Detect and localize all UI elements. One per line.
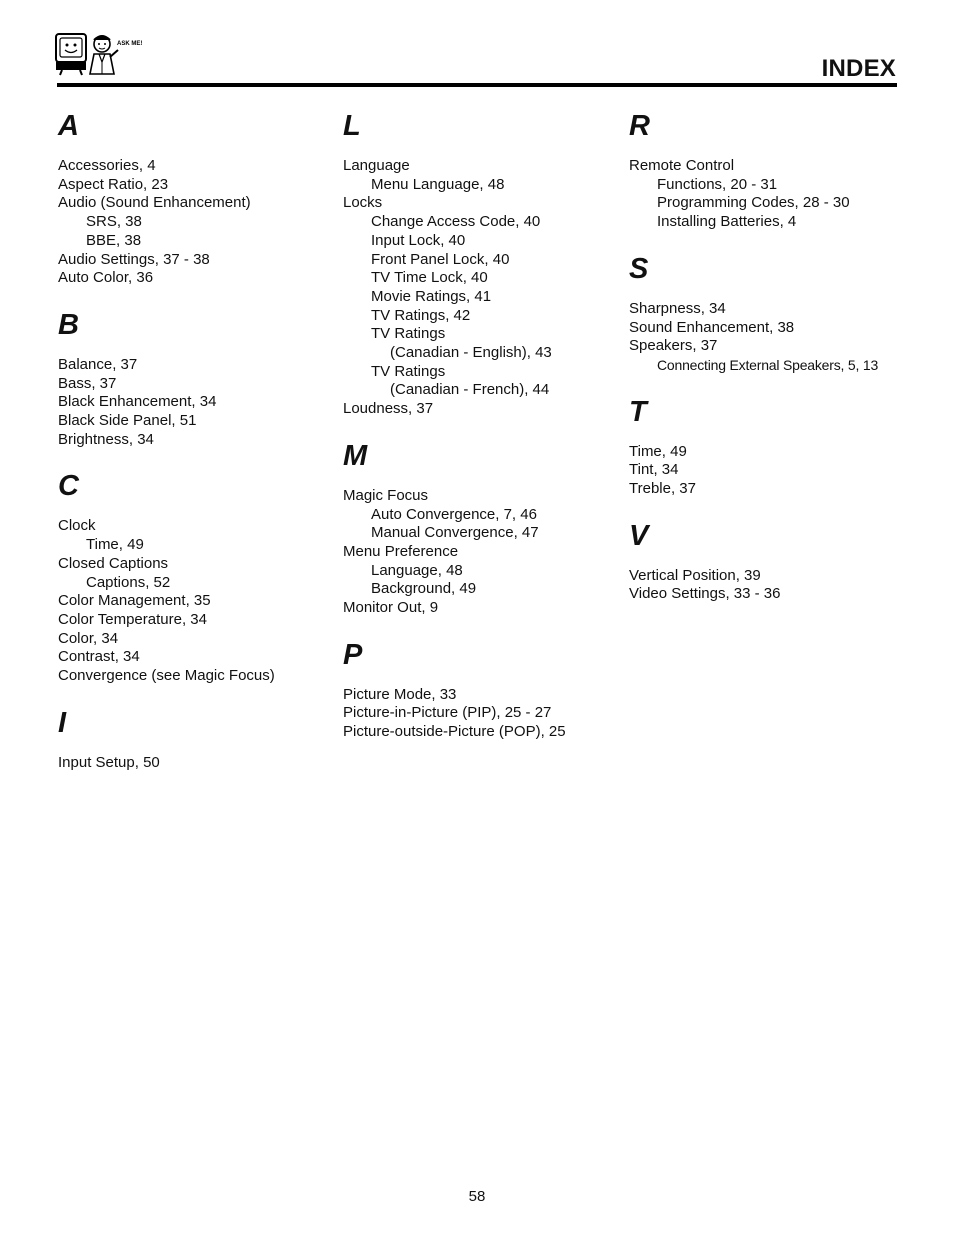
index-entry: Picture-in-Picture (PIP), 25 - 27 — [343, 704, 552, 722]
index-entry: Treble, 37 — [629, 480, 696, 498]
page-number: 58 — [468, 1188, 486, 1205]
index-section — [629, 106, 919, 232]
index-entry: Audio (Sound Enhancement) — [58, 194, 251, 212]
section-letter: P — [343, 638, 363, 671]
index-section — [58, 466, 328, 685]
index-entry: Background, 49 — [371, 580, 477, 598]
index-entry: SRS, 38 — [86, 213, 142, 231]
tv-mascot-icon — [54, 30, 143, 80]
index-entry: TV Time Lock, 40 — [371, 269, 488, 287]
index-entry: Monitor Out, 9 — [343, 599, 439, 617]
index-entry: Color Temperature, 34 — [58, 610, 207, 628]
index-column-3 — [629, 106, 919, 621]
index-entry: Video Settings, 33 - 36 — [629, 585, 781, 603]
index-entry: Captions, 52 — [86, 573, 171, 591]
index-entry: Audio Settings, 37 - 38 — [58, 250, 210, 268]
index-entry: Tint, 34 — [629, 461, 679, 479]
index-entry: Accessories, 4 — [58, 157, 156, 174]
section-letter: R — [629, 110, 650, 142]
index-section — [58, 106, 328, 288]
index-entry: Connecting External Speakers, 5, 13 — [657, 356, 879, 373]
index-entry: Picture-outside-Picture (POP), 25 — [343, 723, 566, 741]
index-entry: Speakers, 37 — [629, 337, 718, 355]
index-entry: Front Panel Lock, 40 — [371, 250, 510, 268]
index-entry: Sound Enhancement, 38 — [629, 318, 795, 336]
index-entry: Loudness, 37 — [343, 400, 434, 418]
index-entry: Auto Convergence, 7, 46 — [371, 505, 537, 523]
index-entry: Functions, 20 - 31 — [657, 175, 778, 193]
section-letter: M — [343, 439, 368, 472]
index-column-1 — [58, 106, 328, 789]
index-entry: Locks — [343, 194, 383, 212]
index-column-2 — [343, 106, 613, 759]
index-entry: TV Ratings, 42 — [371, 306, 471, 324]
section-letter: S — [629, 252, 649, 285]
index-entry: Programming Codes, 28 - 30 — [657, 194, 850, 212]
index-entry: Change Access Code, 40 — [371, 213, 541, 231]
index-entry: Contrast, 34 — [58, 648, 140, 666]
index-entry: Bass, 37 — [58, 374, 117, 392]
index-entry: (Canadian - English), 43 — [390, 344, 552, 362]
section-letter: B — [58, 308, 79, 341]
index-entry: Input Lock, 40 — [371, 231, 466, 249]
index-entry: Auto Color, 36 — [58, 269, 154, 287]
index-entry: TV Ratings — [371, 325, 446, 343]
index-entry: Language — [343, 157, 410, 174]
index-entry: Language, 48 — [371, 561, 463, 579]
index-entry: Brightness, 34 — [58, 430, 154, 448]
index-section — [58, 305, 328, 450]
index-entry: Sharpness, 34 — [629, 299, 726, 317]
index-entry: Black Enhancement, 34 — [58, 393, 217, 411]
section-letter: V — [629, 519, 649, 552]
index-entry: Time, 49 — [86, 536, 144, 554]
index-entry: Color, 34 — [58, 629, 119, 647]
index-entry: TV Ratings — [371, 362, 446, 380]
header-divider — [57, 83, 897, 87]
index-entry: Aspect Ratio, 23 — [58, 175, 169, 193]
index-section — [343, 436, 613, 618]
index-entry: Balance, 37 — [58, 355, 138, 373]
index-entry: Clock — [58, 517, 96, 535]
index-entry: Input Setup, 50 — [58, 753, 160, 771]
index-section — [629, 249, 919, 375]
index-entry: Menu Language, 48 — [371, 175, 505, 193]
logo-text: ASK ME! — [117, 41, 143, 47]
index-entry: Color Management, 35 — [58, 592, 211, 610]
index-entry: Menu Preference — [343, 542, 459, 560]
index-section — [629, 392, 919, 499]
section-letter: L — [343, 110, 361, 142]
index-entry: BBE, 38 — [86, 231, 142, 249]
index-section — [343, 106, 613, 419]
index-entry: Movie Ratings, 41 — [371, 287, 492, 305]
index-entry: Remote Control — [629, 157, 735, 174]
index-section — [343, 635, 613, 742]
section-letter: C — [58, 470, 79, 503]
index-entry: Black Side Panel, 51 — [58, 412, 197, 430]
section-letter: A — [58, 110, 79, 142]
index-entry: Manual Convergence, 47 — [371, 524, 539, 542]
index-entry: Installing Batteries, 4 — [657, 213, 797, 231]
index-entry: Vertical Position, 39 — [629, 566, 761, 584]
page-title: INDEX — [821, 55, 896, 82]
index-entry: Convergence (see Magic Focus) — [58, 667, 275, 685]
index-section — [58, 703, 328, 773]
section-letter: I — [58, 706, 67, 739]
index-section — [629, 516, 919, 604]
section-letter: T — [629, 395, 647, 428]
index-entry: (Canadian - French), 44 — [390, 381, 550, 399]
index-entry: Magic Focus — [343, 486, 429, 504]
index-entry: Closed Captions — [58, 554, 169, 572]
index-entry: Time, 49 — [629, 442, 687, 460]
index-entry: Picture Mode, 33 — [343, 685, 457, 703]
